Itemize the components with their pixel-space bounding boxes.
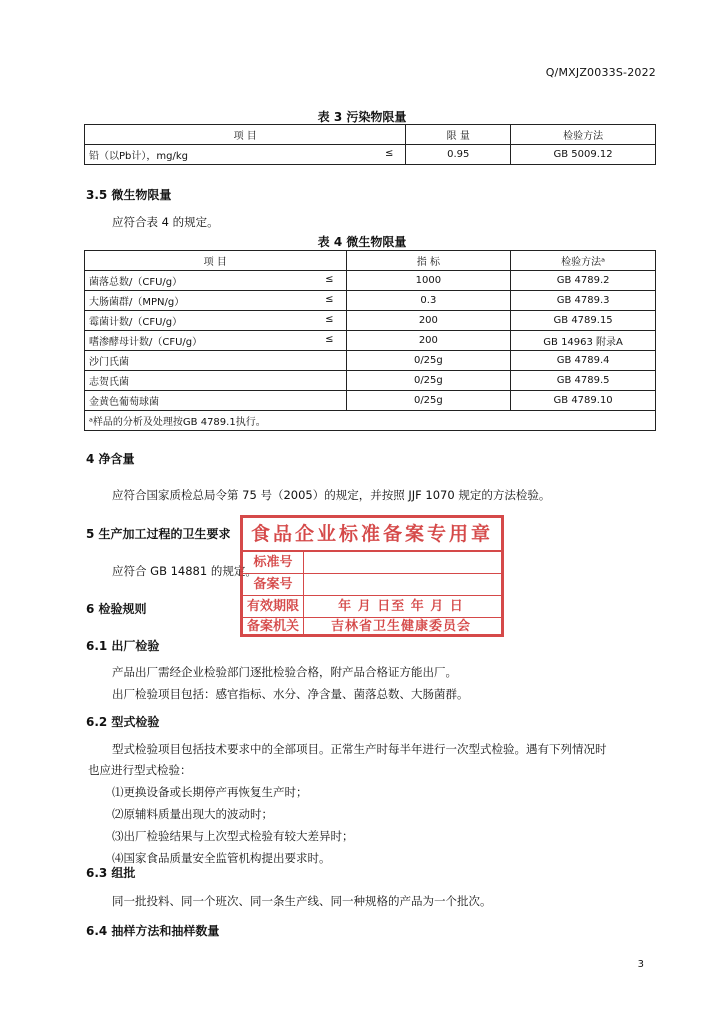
section-6-heading: 6 检验规则 [86,602,147,616]
section-6-3-text: 同一批投料、同一个班次、同一条生产线、同一种规格的产品为一个批次。 [112,894,492,908]
table4-operator: ≤ [325,314,334,325]
table4-value: 0/25g [346,351,511,371]
table4-caption: 表 4 微生物限量 [317,235,407,249]
table4-header-item: 项 目 [85,251,347,271]
stamp-label: 标准号 [243,552,304,573]
table4-value: 200 [346,331,511,351]
table4-item: 金黄色葡萄球菌 [89,397,159,408]
stamp-authority: 吉林省卫生健康委员会 [330,619,471,634]
section-6-2-item: ⑶出厂检验结果与上次型式检验有较大差异时； [112,829,354,843]
stamp-row-record [243,574,501,596]
table-row [85,145,656,165]
table-row [85,331,656,351]
table3-item: 铅（以Pb计），mg/kg [89,151,188,162]
section-4-heading: 4 净含量 [86,452,135,466]
table4-item: 菌落总数/（CFU/g） [89,277,183,288]
table4-item: 大肠菌群/（MPN/g） [89,297,185,308]
table3-caption: 表 3 污染物限量 [317,110,407,124]
table4-operator: ≤ [325,274,334,285]
section-6-2-para: 型式检验项目包括技术要求中的全部项目。正常生产时每半年进行一次型式检验。遇有下列情况时 [112,742,607,756]
table4-value: 0/25g [346,391,511,411]
table4-method: GB 4789.3 [511,291,656,311]
table3-limit: 0.95 [406,145,511,165]
table-row [85,271,656,291]
table4-header-value: 指 标 [346,251,511,271]
section-6-2-para: 也应进行型式检验： [88,763,192,777]
section-5-text: 应符合 GB 14881 的规定。 [112,564,257,578]
section-5-heading: 5 生产加工过程的卫生要求 [86,527,231,541]
table-row [85,311,656,331]
table3-header-row [85,125,656,145]
table3-header-limit: 限 量 [406,125,511,145]
section-6-1-line: 出厂检验项目包括：感官指标、水分、净含量、菌落总数、大肠菌群。 [112,687,469,701]
table4-operator: ≤ [325,294,334,305]
table4-method: GB 4789.2 [511,271,656,291]
table4-footnote: ᵃ样品的分析及处理按GB 4789.1执行。 [85,411,656,431]
stamp-label: 备案号 [243,574,304,595]
section-6-2-item: ⑴更换设备或长期停产再恢复生产时； [112,785,308,799]
table4-value: 0.3 [346,291,511,311]
table3-header-method: 检验方法 [511,125,656,145]
table4-item: 志贺氏菌 [89,377,129,388]
table-row [85,391,656,411]
table4 [84,250,656,431]
filing-stamp [240,515,504,637]
document-code: Q/MXJZ0033S-2022 [545,66,656,79]
table-row [85,291,656,311]
table3-operator: ≤ [384,148,394,159]
table4-method: GB 4789.4 [511,351,656,371]
section-6-2-item: ⑷国家食品质量安全监管机构提出要求时。 [112,851,331,865]
stamp-row-authority [243,616,501,637]
table4-method: GB 4789.15 [511,311,656,331]
section-6-1-line: 产品出厂需经企业检验部门逐批检验合格，附产品合格证方能出厂。 [112,665,457,679]
page-number: 3 [637,959,644,970]
table3 [84,124,656,165]
section-3-5-heading: 3.5 微生物限量 [86,188,172,202]
table4-item: 沙门氏菌 [89,357,129,368]
table4-value: 1000 [346,271,511,291]
table4-method: GB 4789.10 [511,391,656,411]
section-6-3-heading: 6.3 组批 [86,866,136,880]
stamp-row-standard [243,552,501,574]
section-6-1-heading: 6.1 出厂检验 [86,639,160,653]
table4-operator: ≤ [325,334,334,345]
table4-method: GB 4789.5 [511,371,656,391]
stamp-validity: 年 月 日至 年 月 日 [338,599,464,614]
table4-method: GB 14963 附录A [511,331,656,351]
stamp-label: 有效期限 [243,596,304,617]
table4-header-row [85,251,656,271]
stamp-label: 备案机关 [243,616,304,637]
section-6-2-item: ⑵原辅料质量出现大的波动时； [112,807,273,821]
stamp-title: 食品企业标准备案专用章 [243,518,501,552]
table4-footnote-row [85,411,656,431]
section-4-text: 应符合国家质检总局令第 75 号（2005）的规定，并按照 JJF 1070 规定的方法检验。 [112,488,551,502]
section-6-4-heading: 6.4 抽样方法和抽样数量 [86,924,220,938]
table4-header-method: 检验方法ᵃ [511,251,656,271]
stamp-row-validity [243,596,501,618]
table-row [85,371,656,391]
table-row [85,351,656,371]
table4-value: 200 [346,311,511,331]
table3-method: GB 5009.12 [511,145,656,165]
section-6-2-heading: 6.2 型式检验 [86,715,160,729]
table4-value: 0/25g [346,371,511,391]
table3-header-item: 项 目 [85,125,406,145]
table4-item: 嗜渗酵母计数/（CFU/g） [89,337,203,348]
table4-item: 霉菌计数/（CFU/g） [89,317,183,328]
section-3-5-text: 应符合表 4 的规定。 [112,215,219,229]
